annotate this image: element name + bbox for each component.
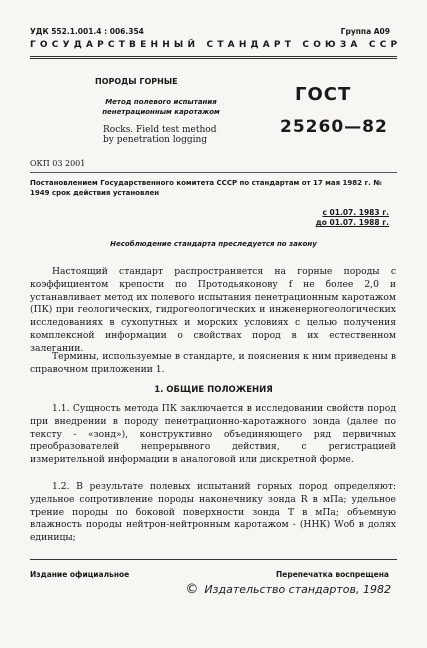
okp-rule (30, 172, 397, 173)
gost-label: ГОСТ (295, 84, 352, 105)
header-rule (30, 56, 397, 57)
copyright-icon: © (185, 582, 199, 597)
clause-1-2: 1.2. В результате полевых испытаний горных пород определяют: удельное сопротивление породы наконечнику зонда R в мПа; удельное трение породы по боковой поверхности зонда T в мПа; объемную влажность породы нейтрон-нейтронным каротажом - (ННК) Wоб в долях единицы; (30, 481, 396, 544)
udk-code: УДК 552.1.001.4 : 006.354 (30, 27, 144, 36)
group-code: Группа А09 (340, 27, 390, 36)
valid-from: с 01.07. 1983 г. (322, 208, 389, 217)
header-rule-2 (30, 58, 397, 59)
document-title: ПОРОДЫ ГОРНЫЕ (95, 77, 178, 86)
valid-to: до 01.07. 1988 г. (315, 218, 389, 227)
gost-number: 25260—82 (280, 117, 388, 137)
official-edition: Издание официальное (30, 570, 130, 579)
document-subtitle (86, 97, 236, 117)
reprint-prohibited: Перепечатка воспрещена (275, 570, 389, 579)
english-title-line-1: Rocks. Field test method (103, 125, 217, 135)
okp-code: ОКП 03 2001 (30, 159, 86, 168)
subtitle-line-2: пенетрационным каротажом (102, 108, 220, 116)
english-title (103, 125, 216, 145)
english-title-line-2: by penetration logging (103, 135, 208, 145)
intro-paragraph: Настоящий стандарт распространяется на горные породы с коэффициентом крепости по Протодьяконову f не более 2,0 и устанавливает метод их полевого испытания пенетрационным каротажом (ПК) при геологических, гидрогеологических и инженерногеологических исследованиях в сухопутных и морских условиях с целью получения комплексной информации о свойствах пород в их естественном залегании. (30, 266, 396, 354)
validity-dates (316, 208, 389, 228)
section-title: 1. ОБЩИЕ ПОЛОЖЕНИЯ (154, 385, 273, 395)
copyright-text: Издательство стандартов, 1982 (204, 583, 391, 596)
legal-warning: Несоблюдение стандарта преследуется по закону (110, 240, 317, 248)
decree-text: Постановлением Государственного комитета СССР по стандартам от 17 мая 1982 г. № 1949 срок действия установлен (30, 179, 382, 197)
subtitle-line-1: Метод полевого испытания (105, 98, 217, 106)
standard-banner: ГОСУДАРСТВЕННЫЙ СТАНДАРТ СОЮЗА ССР (30, 40, 402, 50)
terms-paragraph: Термины, используемые в стандарте, и пояснения к ним приведены в справочном приложении 1. (30, 351, 396, 375)
clause-1-1: 1.1. Сущность метода ПК заключается в исследовании свойств пород при внедрении в породу пенетрационно-каротажного зонда (далее по тексту - «зонд»), конструктивно объединяющего ряд первичных преобразователей непрерывного действия, с регистрацией измерительной информации в аналоговой или дискретной форме. (30, 403, 396, 466)
footer-rule (30, 559, 397, 560)
copyright-line (185, 582, 391, 597)
